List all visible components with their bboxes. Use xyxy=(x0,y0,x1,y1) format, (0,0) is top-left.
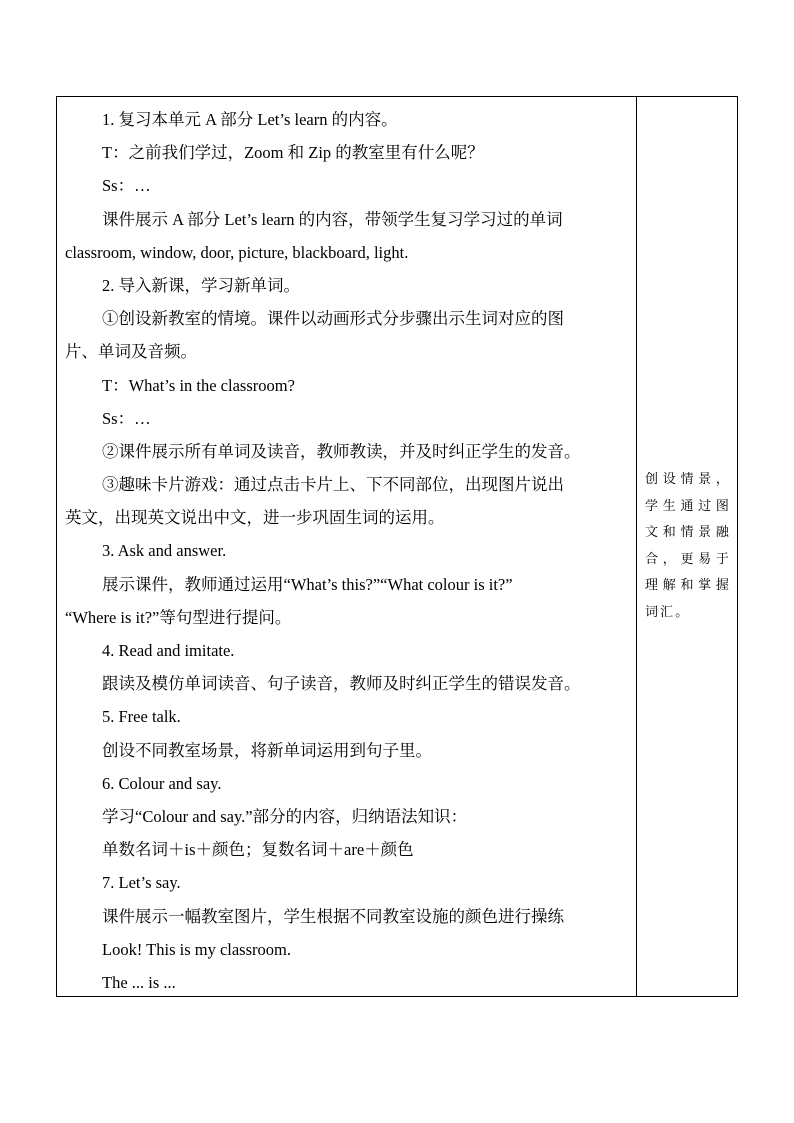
procedure-line: Ss：… xyxy=(102,176,151,196)
procedure-line: 学习“Colour and say.”部分的内容，归纳语法知识： xyxy=(102,806,468,826)
procedure-line: 单数名词＋is＋颜色；复数名词＋are＋颜色 xyxy=(102,840,414,860)
procedure-line: Look! This is my classroom. xyxy=(102,939,291,959)
procedure-line: 片、单词及音频。 xyxy=(65,342,197,362)
procedure-line: Ss：… xyxy=(102,408,151,428)
procedure-line: T：之前我们学过，Zoom 和 Zip 的教室里有什么呢？ xyxy=(102,143,484,163)
procedure-line: T：What’s in the classroom? xyxy=(102,375,295,395)
procedure-line: 课件展示一幅教室图片，学生根据不同教室设施的颜色进行操练 xyxy=(102,906,564,926)
procedure-lines xyxy=(65,103,632,999)
procedure-line: 跟读及模仿单词读音、句子读音，教师及时纠正学生的错误发音。 xyxy=(102,674,581,694)
procedure-line: classroom, window, door, picture, blackboard, light. xyxy=(65,242,409,262)
procedure-line: 6. Colour and say. xyxy=(102,773,222,793)
design-intent-note: 创设情景，学生通过图文和情景融合，更易于理解和掌握词汇。 xyxy=(645,472,731,620)
procedure-line: ③趣味卡片游戏：通过点击卡片上、下不同部位，出现图片说出 xyxy=(102,475,564,495)
procedure-line: 展示课件，教师通过运用“What’s this?”“What colour is it?” xyxy=(102,574,513,594)
procedure-line: 英文，出现英文说出中文，进一步巩固生词的运用。 xyxy=(65,508,445,528)
procedure-cell xyxy=(57,97,637,996)
procedure-line: The ... is ... xyxy=(102,972,176,992)
procedure-line: 7. Let’s say. xyxy=(102,873,181,893)
procedure-line: 2. 导入新课，学习新单词。 xyxy=(102,275,300,295)
procedure-line: ②课件展示所有单词及读音，教师教读，并及时纠正学生的发音。 xyxy=(102,441,581,461)
procedure-line: 创设不同教室场景，将新单词运用到句子里。 xyxy=(102,740,432,760)
procedure-line: 5. Free talk. xyxy=(102,707,181,727)
procedure-line: 3. Ask and answer. xyxy=(102,541,227,561)
procedure-line: 1. 复习本单元 A 部分 Let’s learn 的内容。 xyxy=(102,110,398,129)
procedure-line: 4. Read and imitate. xyxy=(102,641,235,660)
lesson-table xyxy=(56,96,738,997)
design-intent-cell xyxy=(637,97,737,996)
procedure-line: “Where is it?”等句型进行提问。 xyxy=(65,607,292,627)
procedure-line: 课件展示 A 部分 Let’s learn 的内容，带领学生复习学习过的单词 xyxy=(102,209,563,229)
procedure-line: ①创设新教室的情境。课件以动画形式分步骤出示生词对应的图 xyxy=(102,309,564,329)
